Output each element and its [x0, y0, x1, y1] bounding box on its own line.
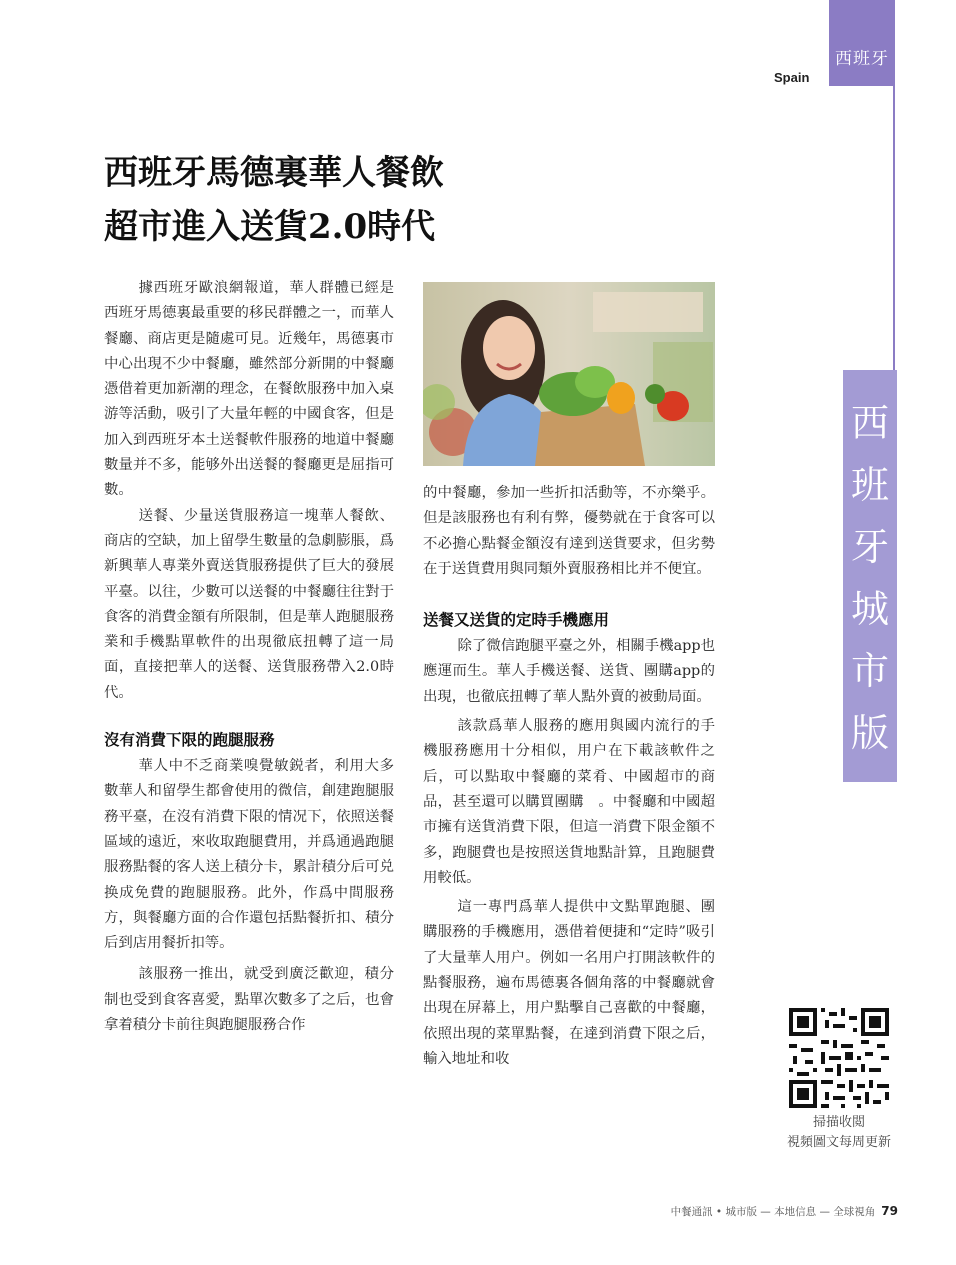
section-subheading: 沒有消費下限的跑腿服務 — [104, 731, 275, 750]
section-subheading: 送餐又送貨的定時手機應用 — [423, 611, 610, 630]
qr-caption-line-1: 掃描收閲 — [812, 1115, 865, 1130]
article-column-right — [423, 481, 715, 1072]
paragraph: 的中餐廳，參加一些折扣活動等，不亦樂乎。但是該服務也有利有弊，優勢就在于食客可以不必擔心點餐金額沒有達到送貨要求，但劣勢在于送貨費用與同類外賣服務相比并不便宜。 — [423, 485, 715, 577]
section-tab-label: 西班牙 — [835, 49, 889, 69]
qr-code[interactable] — [789, 1008, 889, 1108]
accent-divider — [893, 86, 895, 379]
qr-caption-line-2: 視頻圖文每周更新 — [786, 1135, 891, 1150]
side-banner-text: 西班牙城市版 — [850, 401, 889, 755]
page-footer — [520, 1204, 898, 1219]
article-column-left — [104, 276, 394, 1038]
qr-caption — [760, 1113, 918, 1153]
paragraph: 該服務一推出，就受到廣泛歡迎，積分制也受到食客喜愛，點單次數多了之后，也會拿着積分卡前往與跑腿服務合作 — [104, 966, 394, 1034]
headline-line-2: 超市進入送貨2.0時代 — [104, 207, 436, 247]
paragraph: 該款爲華人服務的應用與國内流行的手機服務應用十分相似，用户在下載該軟件之后，可以點取中餐廳的菜肴、中國超市的商品，甚至還可以購買團購 。中餐廳和中國超市擁有送貨消費下限，但這一消費下限金額不多，跑腿費也是按照送貨地點計算，且跑腿費用較低。 — [423, 718, 715, 886]
country-label: Spain — [774, 70, 810, 85]
footer-text: 中餐通訊 • 城市版 — 本地信息 — 全球視角 — [670, 1206, 876, 1218]
article-headline — [104, 146, 524, 254]
paragraph: 據西班牙歐浪網報道，華人群體已經是西班牙馬德裏最重要的移民群體之一，而華人餐廳、商店更是隨處可見。近幾年，馬德裏市中心出現不少中餐廳，雖然部分新開的中餐廳憑借着更加新潮的理念，在餐飲服務中加入桌游等活動，吸引了大量年輕的中國食客，但是加入到西班牙本土送餐軟件服務的地道中餐廳數量并不多，能够外出送餐的餐廳更是屈指可數。 — [104, 280, 394, 499]
paragraph: 送餐、少量送貨服務這一塊華人餐飲、商店的空缺，加上留學生數量的急劇膨脹，爲新興華人專業外賣送貨服務提供了巨大的發展平臺。以往，少數可以送餐的中餐廳往往對于食客的消費金額有所限制，但是華人跑腿服務業和手機點單軟件的出現徹底扭轉了這一局面，直接把華人的送餐、送貨服務帶入2.0時代。 — [104, 507, 394, 701]
page-number: 79 — [881, 1204, 898, 1218]
paragraph: 除了微信跑腿平臺之外，相關手機app也應運而生。華人手機送餐、送貨、團購app的出現，也徹底扭轉了華人點外賣的被動局面。 — [423, 638, 715, 705]
side-banner — [843, 370, 897, 782]
headline-line-1: 西班牙馬德裏華人餐飲 — [104, 153, 444, 193]
section-tab — [829, 0, 895, 86]
paragraph: 這一專門爲華人提供中文點單跑腿、團購服務的手機應用，憑借着便捷和“定時”吸引了大量華人用户。例如一名用户打開該軟件的點餐服務，遍布馬德裏各個角落的中餐廳就會出現在屏幕上，用户點擊自己喜歡的中餐廳，依照出現的菜單點餐，在達到消費下限之后，輸入地址和收 — [423, 899, 715, 1067]
woman-with-groceries-illustration — [423, 282, 715, 466]
paragraph: 華人中不乏商業嗅覺敏鋭者，利用大多數華人和留學生都會使用的微信，創建跑腿服務平臺，在沒有消費下限的情况下，依照送餐區域的遠近，來收取跑腿費用，并爲通過跑腿服務點餐的客人送上積分卡，累計積分后可兑换成免費的跑腿服務。此外，作爲中間服務方，與餐廳方面的合作還包括點餐折扣、積分后到店用餐折扣等。 — [104, 758, 394, 952]
qr-code-image — [789, 1008, 889, 1108]
article-photo — [423, 282, 715, 466]
